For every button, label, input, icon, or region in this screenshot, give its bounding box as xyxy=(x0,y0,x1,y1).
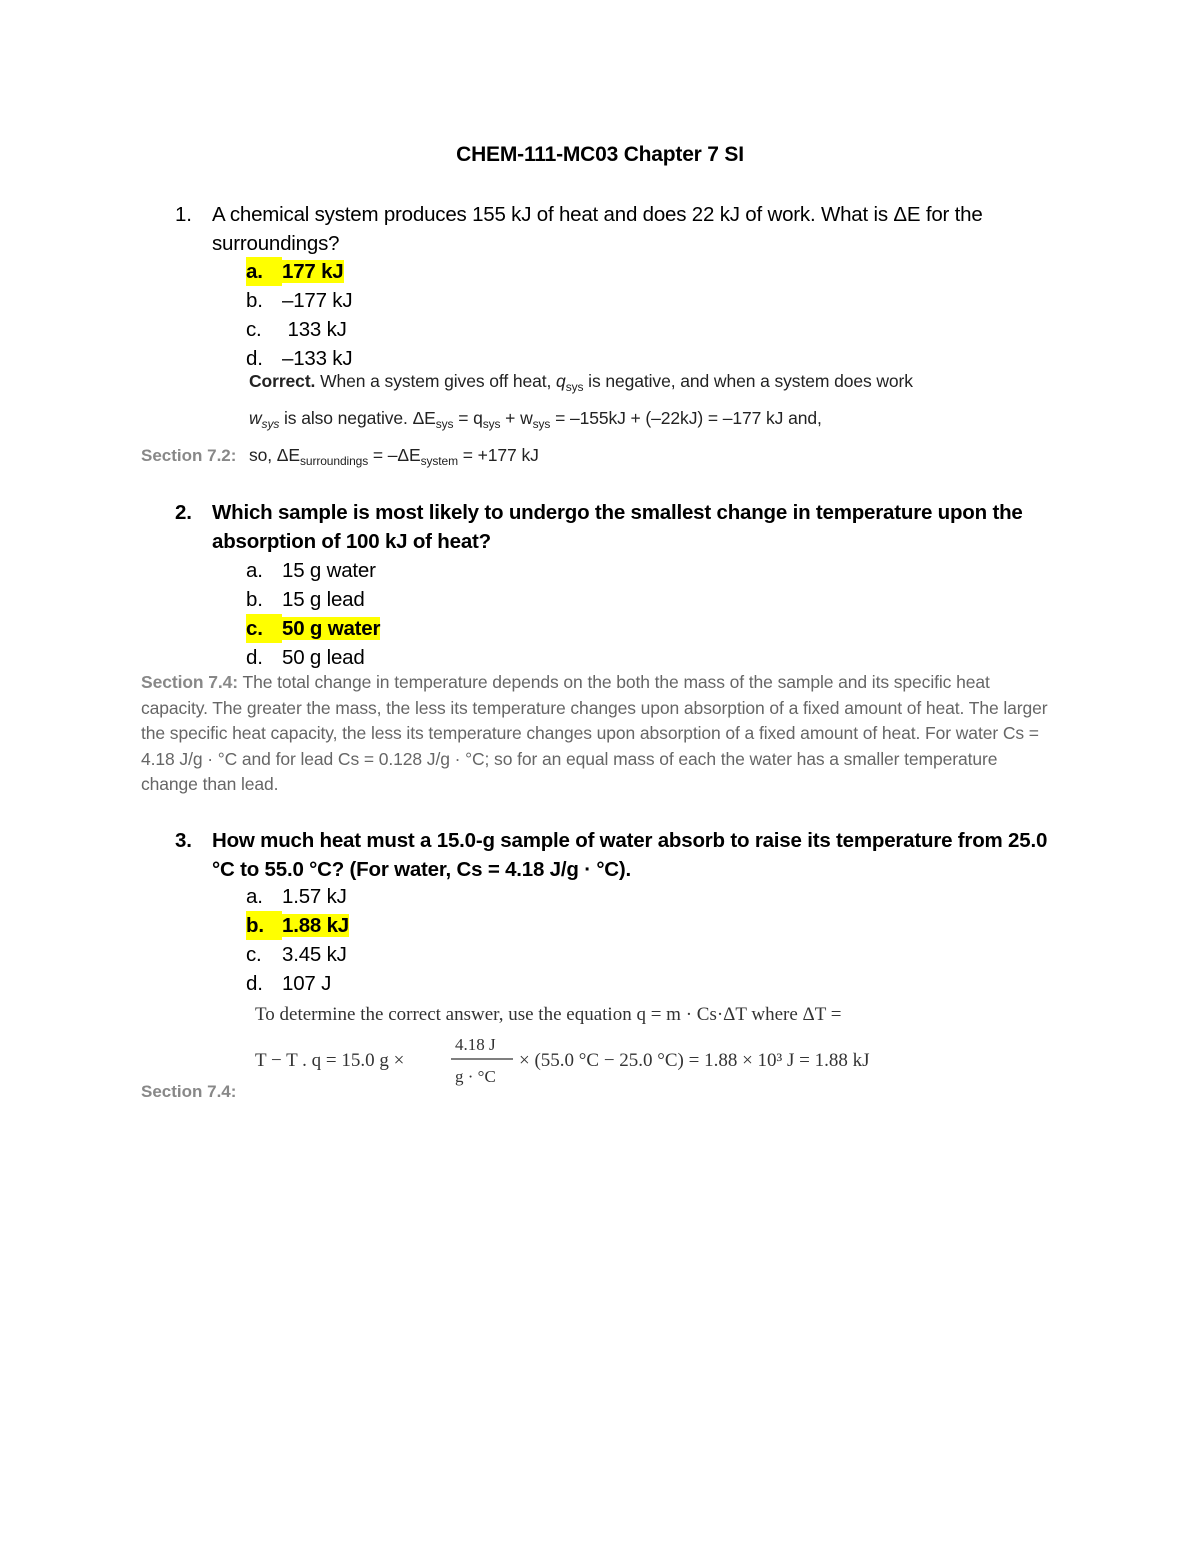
q1-option-a: a. 177 kJ xyxy=(246,257,352,286)
question-2 xyxy=(175,498,1055,556)
q1-option-d: d. –133 kJ xyxy=(246,347,353,370)
q2-options xyxy=(246,556,380,672)
q2-section-label: Section 7.4: xyxy=(141,672,239,692)
question-number: 1. xyxy=(175,203,192,226)
question-3 xyxy=(175,826,1055,884)
q3-explanation-line1: To determine the correct answer, use the equation q = m · Cs·ΔT where ΔT = xyxy=(255,1004,842,1025)
q2-option-c: c. 50 g water xyxy=(246,614,380,643)
q2-option-a: a. 15 g water xyxy=(246,559,376,582)
question-text: Which sample is most likely to undergo the smallest change in temperature upon the absorption of 100 kJ of heat? xyxy=(212,501,1023,553)
q3-options xyxy=(246,882,349,998)
q1-section-label: Section 7.2: xyxy=(141,446,237,465)
q3-option-d: d. 107 J xyxy=(246,972,332,995)
question-number: 2. xyxy=(175,501,192,524)
question-number: 3. xyxy=(175,829,192,852)
q1-option-c: c. 133 kJ xyxy=(246,318,347,341)
q2-explanation: Section 7.4: The total change in temperature depends on the both the mass of the sample and its specific heat capacity. The greater the mass, the less its temperature changes upon absorption of a fixed amount of heat. The larger the specific heat capacity, the less its temperature changes upon absorption of a fixed amount of heat. For water Cs = 4.18 J/g · °C and for lead Cs = 0.128 J/g · °C; so for an equal mass of each the water has a smaller temperature change than lead. xyxy=(141,672,1048,794)
q1-options xyxy=(246,257,352,373)
question-text: A chemical system produces 155 kJ of heat and does 22 kJ of work. What is ΔE for the surroundings? xyxy=(212,203,983,255)
q3-option-c: c. 3.45 kJ xyxy=(246,943,347,966)
q3-option-b: b. 1.88 kJ xyxy=(246,911,349,940)
page-title: CHEM-111-MC03 Chapter 7 SI xyxy=(456,143,744,166)
eq-numerator: 4.18 J xyxy=(455,1035,496,1054)
eq-right: × (55.0 °C − 25.0 °C) = 1.88 × 10³ J = 1.88 kJ xyxy=(519,1050,870,1071)
eq-left: T − T . q = 15.0 g × xyxy=(255,1050,405,1071)
q1-explanation: Correct. When a system gives off heat, $q_{sys}$ is negative, and when a system does work $w_{sys}$ is also negative. $\Delta E_{sys} = q_{sys} + w_{sys} = -155kJ + (-22kJ) = -177$ kJ and, so, $\Delta E_{surroundings} = -\Delta E_{system} = +177$ kJ xyxy=(249,371,913,468)
q2-option-b: b. 15 g lead xyxy=(246,588,365,611)
q3-option-a: a. 1.57 kJ xyxy=(246,885,347,908)
q3-section-label: Section 7.4: xyxy=(141,1082,237,1101)
question-1 xyxy=(175,200,1055,258)
question-text: How much heat must a 15.0-g sample of water absorb to raise its temperature from 25.0 °C to 55.0 °C? (For water, Cs = 4.18 J/g · °C). xyxy=(212,829,1048,881)
q3-equation xyxy=(255,1032,955,1092)
q2-option-d: d. 50 g lead xyxy=(246,646,365,669)
q1-option-b: b. –177 kJ xyxy=(246,289,353,312)
eq-denominator: g · °C xyxy=(455,1067,496,1086)
